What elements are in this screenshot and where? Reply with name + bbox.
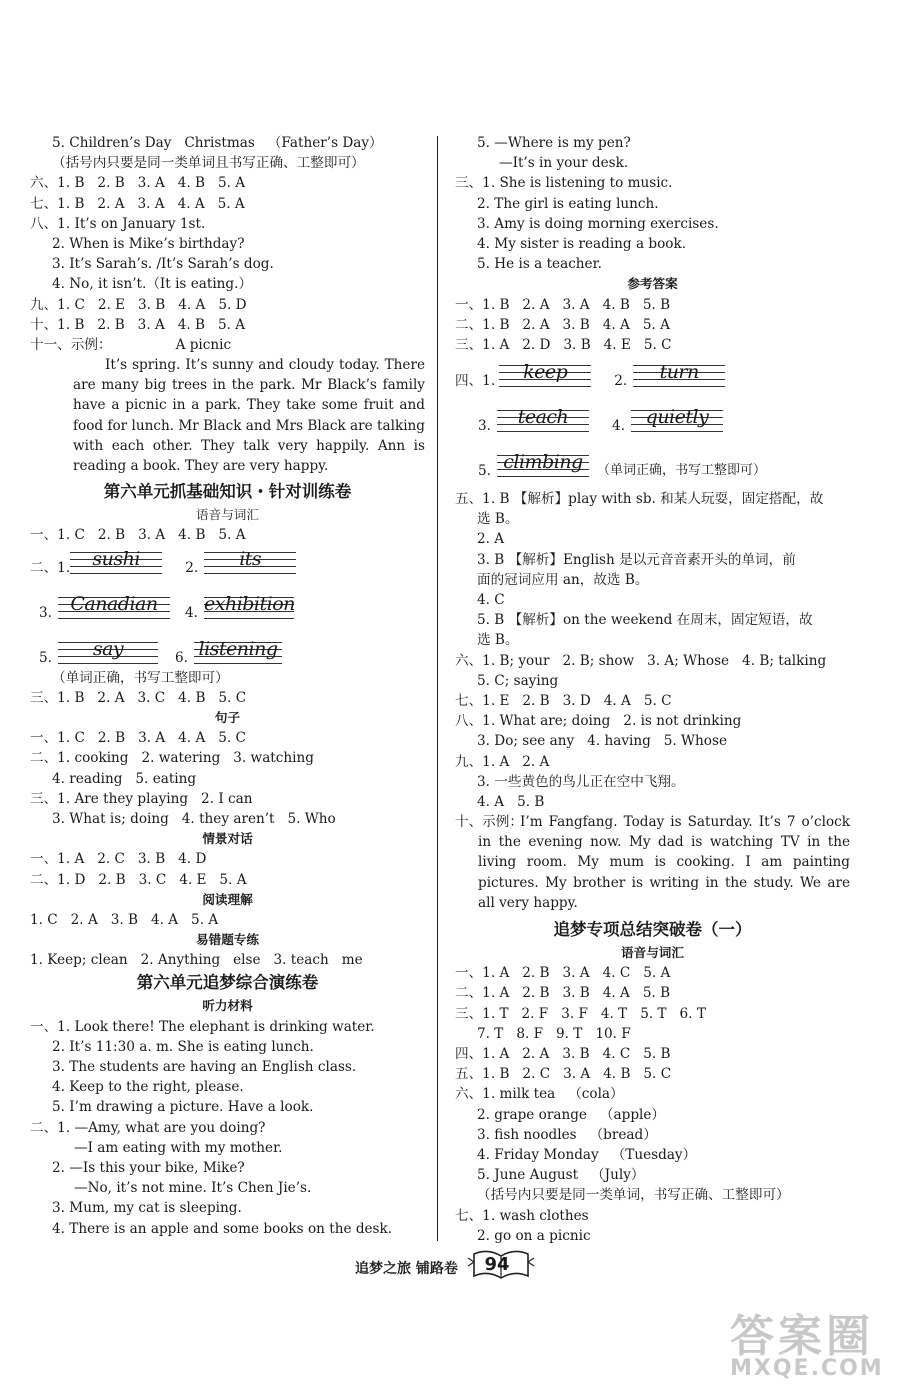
section-heading: 第六单元抓基础知识・针对训练卷 bbox=[103, 482, 352, 502]
text-line: 1. C 2. A 3. B 4. A 5. A bbox=[30, 911, 219, 928]
handwritten-word: its bbox=[204, 546, 296, 578]
text-line: 三、1. She is listening to music. bbox=[455, 175, 673, 192]
text-line: 2. When is Mike’s birthday? bbox=[52, 235, 245, 252]
item-number: 四、1. bbox=[455, 373, 496, 390]
handwritten-word: turn bbox=[633, 359, 725, 391]
text-line: 九、1. A 2. A bbox=[455, 753, 550, 770]
text-line: 二、1. B 2. A 3. B 4. A 5. A bbox=[455, 316, 670, 333]
section-heading: 追梦专项总结突破卷（一） bbox=[553, 920, 752, 940]
handwritten-word: listening bbox=[194, 636, 282, 668]
text-line: 一、1. A 2. C 3. B 4. D bbox=[30, 851, 207, 868]
item-number: 2. bbox=[614, 373, 628, 390]
text-line: 3. fish noodles （bread） bbox=[477, 1126, 657, 1143]
subsection-title: 语音与词汇 bbox=[196, 507, 259, 523]
handwriting-row bbox=[30, 623, 425, 668]
text-line: 一、1. B 2. A 3. A 4. B 5. B bbox=[455, 296, 671, 313]
text-line: （括号内只要是同一类单词且书写正确、工整即可） bbox=[52, 155, 365, 172]
subsection-title: 听力材料 bbox=[202, 998, 253, 1014]
text-line: 六、1. milk tea （cola） bbox=[455, 1086, 624, 1103]
item-number: 3. bbox=[478, 418, 491, 435]
subsection-title: 参考答案 bbox=[627, 276, 678, 292]
page-footer bbox=[0, 1248, 900, 1288]
text-line: 5. C; saying bbox=[477, 672, 559, 689]
brand-logo: 追梦之旅 铺路卷 bbox=[355, 1261, 458, 1277]
handwritten-word: quietly bbox=[631, 404, 723, 436]
text-line: 二、1. A 2. B 3. B 4. A 5. B bbox=[455, 985, 671, 1002]
text-line: 2. A bbox=[477, 531, 505, 548]
text-line: 选 B。 bbox=[477, 632, 519, 649]
text-line: 4. C bbox=[477, 592, 505, 608]
text-line: 3. Mum, my cat is sleeping. bbox=[52, 1200, 242, 1217]
subsection-title: 情景对话 bbox=[202, 831, 253, 847]
essay-paragraph: I’m Fangfang. Today is Saturday. It’s 7 o’clock in the evening now. My dad is watching TV in the living room. My mum is cooking. I am painting pictures. My brother is writing in the study. We are all very happy. bbox=[478, 814, 850, 911]
subsection-title: 语音与词汇 bbox=[621, 945, 684, 961]
handwriting-row bbox=[455, 391, 850, 436]
text-line: 二、1. —Amy, what are you doing? bbox=[30, 1119, 266, 1136]
handwriting-row bbox=[455, 436, 850, 481]
text-line: 2. —Is this your bike, Mike? bbox=[52, 1159, 245, 1176]
subsection-title: 句子 bbox=[214, 710, 241, 726]
handwritten-word: say bbox=[58, 636, 158, 668]
watermark bbox=[720, 1300, 900, 1390]
text-line: （单词正确，书写工整即可） bbox=[52, 669, 229, 686]
example-label: 十、示例： bbox=[455, 814, 523, 831]
text-line: 2. go on a picnic bbox=[477, 1227, 591, 1244]
watermark-logo: 答案圈 bbox=[730, 1311, 874, 1362]
essay-paragraph: It’s spring. It’s sunny and cloudy today. There are many big trees in the park. Mr Black’s family have a picnic in a park. They take some fruit and food for lunch. Mr Black and Mrs Black are talking with each other. They talk very happily. Ann is reading a book. They are very happy. bbox=[73, 357, 425, 475]
text-line: —It’s in your desk. bbox=[499, 155, 629, 172]
page-number: 94 bbox=[484, 1254, 510, 1275]
text-line: 4. My sister is reading a book. bbox=[477, 235, 687, 252]
item-number: 5. bbox=[478, 463, 491, 480]
text-line: 三、1. A 2. D 3. B 4. E 5. C bbox=[455, 336, 672, 353]
handwritten-word: teach bbox=[497, 404, 589, 436]
essay-title: A picnic bbox=[175, 336, 232, 353]
handwritten-word: climbing bbox=[497, 449, 589, 481]
handwritten-word: exhibition bbox=[204, 591, 294, 623]
text-line: 5. B 【解析】on the weekend 在周末，固定短语，故 bbox=[477, 612, 813, 629]
text-line: 5. I’m drawing a picture. Have a look. bbox=[52, 1099, 314, 1116]
right-column bbox=[455, 133, 850, 1246]
text-line: 5. He is a teacher. bbox=[477, 256, 602, 273]
text-line: 3. B 【解析】English 是以元音音素开头的单词，前 bbox=[477, 551, 796, 568]
text-line: 3. The students are having an English class. bbox=[52, 1059, 357, 1076]
text-line: 4. There is an apple and some books on the desk. bbox=[52, 1220, 393, 1237]
item-number: 3. bbox=[39, 604, 52, 621]
handwriting-row bbox=[455, 355, 850, 391]
text-line: 一、1. C 2. B 3. A 4. B 5. A bbox=[30, 527, 246, 544]
text-line: 六、1. B 2. B 3. A 4. B 5. A bbox=[30, 175, 246, 192]
item-number: 4. bbox=[185, 604, 198, 621]
text-line: 七、1. wash clothes bbox=[455, 1207, 589, 1224]
text-line: 4. A 5. B bbox=[477, 793, 545, 810]
example-label: 十一、示例： bbox=[30, 336, 112, 353]
item-number: 2. bbox=[185, 559, 199, 576]
subsection-title: 易错题专练 bbox=[196, 932, 259, 948]
text-line: 4. Keep to the right, please. bbox=[52, 1079, 244, 1096]
text-line: 一、1. A 2. B 3. A 4. C 5. A bbox=[455, 965, 671, 982]
text-line: 3. Do; see any 4. having 5. Whose bbox=[477, 733, 727, 750]
text-line: 3. Amy is doing morning exercises. bbox=[477, 215, 719, 232]
item-number: 6. bbox=[175, 649, 188, 666]
text-line: 7. T 8. F 9. T 10. F bbox=[477, 1025, 631, 1042]
text-line: 九、1. C 2. E 3. B 4. A 5. D bbox=[30, 296, 247, 313]
text-line: 七、1. E 2. B 3. D 4. A 5. C bbox=[455, 692, 672, 709]
note-text: （单词正确，书写工整即可） bbox=[597, 463, 767, 479]
text-line: —I am eating with my mother. bbox=[74, 1139, 283, 1156]
text-line: 2. grape orange （apple） bbox=[477, 1106, 666, 1123]
text-line: 四、1. A 2. A 3. B 4. C 5. B bbox=[455, 1046, 671, 1063]
text-line: 3. What is; doing 4. they aren’t 5. Who bbox=[52, 810, 336, 827]
column-divider bbox=[437, 136, 438, 1241]
text-line: 一、1. C 2. B 3. A 4. A 5. C bbox=[30, 730, 246, 747]
text-line: 4. reading 5. eating bbox=[52, 770, 197, 787]
text-line: 4. No, it isn’t.（It is eating.） bbox=[52, 276, 253, 293]
text-line: 五、1. B 【解析】play with sb. 和某人玩耍，固定搭配，故 bbox=[455, 491, 824, 508]
text-line: 面的冠词应用 an，故选 B。 bbox=[477, 571, 649, 588]
left-column bbox=[30, 133, 425, 1239]
text-line: 4. Friday Monday （Tuesday） bbox=[477, 1146, 697, 1163]
text-line: 2. It’s 11:30 a. m. She is eating lunch. bbox=[52, 1038, 314, 1055]
text-line: 2. The girl is eating lunch. bbox=[477, 195, 659, 212]
text-line: 一、1. Look there! The elephant is drinking water. bbox=[30, 1018, 375, 1035]
item-number: 二、1. bbox=[30, 559, 71, 576]
text-line: 二、1. D 2. B 3. C 4. E 5. A bbox=[30, 871, 247, 888]
handwriting-row bbox=[30, 546, 425, 578]
handwritten-word: sushi bbox=[70, 546, 162, 578]
text-line: （括号内只要是同一类单词，书写正确、工整即可） bbox=[477, 1187, 790, 1204]
text-line: 三、1. T 2. F 3. F 4. T 5. T 6. T bbox=[455, 1005, 706, 1022]
handwritten-word: Canadian bbox=[58, 591, 170, 623]
text-line: 5. —Where is my pen? bbox=[477, 135, 631, 151]
text-line: —No, it’s not mine. It’s Chen Jie’s. bbox=[74, 1180, 312, 1197]
text-line: 3. It’s Sarah’s. /It’s Sarah’s dog. bbox=[52, 256, 274, 273]
text-line: 八、1. It’s on January 1st. bbox=[30, 215, 206, 232]
text-line: 5. June August （July） bbox=[477, 1167, 645, 1184]
item-number: 4. bbox=[612, 418, 625, 435]
text-line: 三、1. B 2. A 3. C 4. B 5. C bbox=[30, 689, 247, 706]
text-line: 七、1. B 2. A 3. A 4. A 5. A bbox=[30, 195, 245, 212]
handwritten-word: keep bbox=[499, 359, 591, 391]
text-line: 3. 一些黄色的鸟儿正在空中飞翔。 bbox=[477, 773, 685, 790]
handwriting-row bbox=[30, 578, 425, 623]
text-line: 1. Keep; clean 2. Anything else 3. teach me bbox=[30, 952, 363, 969]
text-line: 十、1. B 2. B 3. A 4. B 5. A bbox=[30, 316, 246, 333]
item-number: 5. bbox=[39, 649, 52, 666]
text-line bbox=[30, 335, 425, 355]
watermark-url: MXQE.COM bbox=[730, 1356, 884, 1381]
text-line: 二、1. cooking 2. watering 3. watching bbox=[30, 750, 314, 767]
text-line: 5. Children’s Day Christmas （Father’s Day） bbox=[52, 135, 383, 151]
text-line: 五、1. B 2. C 3. A 4. B 5. C bbox=[455, 1066, 672, 1083]
subsection-title: 阅读理解 bbox=[202, 891, 253, 907]
text-line: 三、1. Are they playing 2. I can bbox=[30, 790, 253, 807]
text-line: 选 B。 bbox=[477, 511, 519, 528]
section-heading: 第六单元追梦综合演练卷 bbox=[136, 973, 319, 993]
text-line: 八、1. What are; doing 2. is not drinking bbox=[455, 713, 742, 730]
text-line: 六、1. B; your 2. B; show 3. A; Whose 4. B; talking bbox=[455, 652, 827, 669]
